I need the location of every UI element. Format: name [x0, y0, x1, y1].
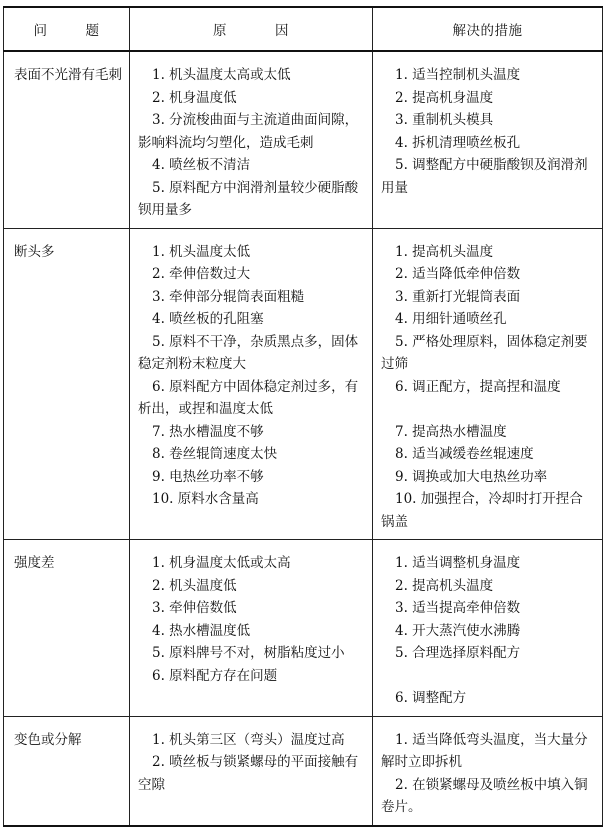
problem-cell: 变色或分解: [4, 716, 130, 826]
solution-cell: [373, 51, 603, 228]
solution-item: 6. 调整配方: [395, 690, 467, 706]
solution-item: 1. 提高机头温度: [395, 243, 494, 260]
table-row: [4, 540, 603, 717]
cause-item: 3. 牵伸部分辊筒表面粗糙: [152, 288, 305, 305]
cause-item: 5. 原料不干净，杂质黑点多，固体稳定剂粉末粒度大: [138, 333, 359, 372]
solution-item: 4. 用细针通喷丝孔: [395, 311, 507, 327]
solution-item: 2. 提高机身温度: [395, 89, 494, 106]
cause-item: 6. 原料配方存在问题: [152, 667, 278, 684]
cause-cell: [130, 228, 373, 540]
cause-item: 6. 原料配方中固体稳定剂过多，有析出，或捏和温度太低: [138, 378, 359, 417]
solution-item: 1. 适当调整机身温度: [395, 555, 521, 571]
table-row: [4, 228, 603, 540]
solution-item: 8. 适当减缓卷丝辊速度: [395, 446, 534, 462]
cause-item: 3. 分流梭曲面与主流道曲面间隙，影响料流均匀塑化，造成毛刺: [138, 112, 359, 151]
cause-item: 10. 原料水含量高: [152, 491, 259, 507]
cause-cell: [130, 540, 373, 717]
cause-item: 1. 机头温度太低: [152, 243, 251, 260]
table-row: [4, 51, 603, 228]
solution-item: 2. 在锁紧螺母及喷丝板中填入铜卷片。: [381, 776, 588, 815]
header-problem: 问 题: [4, 7, 130, 51]
cause-item: 4. 喷丝板的孔阻塞: [152, 311, 264, 327]
solution-item: 7. 提高热水槽温度: [395, 423, 507, 440]
solution-item: 2. 适当降低牵伸倍数: [395, 266, 521, 282]
cause-item: 9. 电热丝功率不够: [152, 468, 264, 485]
troubleshooting-table: [3, 6, 603, 827]
cause-item: 5. 原料牌号不对，树脂粘度过小: [152, 645, 345, 661]
solution-item: 2. 提高机头温度: [395, 577, 494, 594]
solution-item: 6. 调正配方，提高捏和温度: [395, 378, 561, 395]
cause-item: 3. 牵伸倍数低: [152, 600, 237, 616]
cause-item: 1. 机身温度太低或太高: [152, 555, 291, 571]
cause-item: 1. 机头第三区（弯头）温度过高: [152, 731, 345, 748]
blank-line: [381, 398, 596, 421]
cause-cell: [130, 51, 373, 228]
solution-item: 10. 加强捏合，冷却时打开捏合锅盖: [381, 491, 583, 530]
problem-cell: 强度差: [4, 540, 130, 717]
table-row: [4, 716, 603, 826]
cause-item: 2. 机身温度低: [152, 89, 237, 106]
header-solution: 解决的措施: [373, 7, 603, 51]
problem-cell: 断头多: [4, 228, 130, 540]
solution-item: 5. 调整配方中硬脂酸钡及润滑剂用量: [381, 157, 588, 196]
cause-item: 2. 喷丝板与锁紧螺母的平面接触有空隙: [138, 754, 359, 793]
cause-item: 5. 原料配方中润滑剂量较少硬脂酸钡用量多: [138, 179, 359, 218]
cause-item: 4. 热水槽温度低: [152, 622, 251, 639]
solution-item: 5. 合理选择原料配方: [395, 645, 521, 661]
solution-item: 3. 重新打光辊筒表面: [395, 288, 521, 305]
blank-line: [381, 665, 596, 688]
table-header-row: [4, 7, 603, 51]
solution-item: 3. 适当提高牵伸倍数: [395, 600, 521, 616]
solution-cell: [373, 228, 603, 540]
cause-item: 1. 机头温度太高或太低: [152, 67, 291, 83]
solution-item: 5. 严格处理原料，固体稳定剂要过筛: [381, 333, 588, 372]
cause-cell: [130, 716, 373, 826]
cause-item: 8. 卷丝辊筒速度太快: [152, 446, 278, 462]
solution-item: 4. 开大蒸汽使水沸腾: [395, 622, 521, 639]
problem-cell: 表面不光滑有毛刺: [4, 51, 130, 228]
solution-item: 4. 拆机清理喷丝板孔: [395, 134, 521, 151]
solution-item: 1. 适当降低弯头温度，当大量分解时立即拆机: [381, 731, 588, 770]
solution-item: 3. 重制机头模具: [395, 112, 494, 128]
cause-item: 7. 热水槽温度不够: [152, 423, 264, 440]
solution-item: 9. 调换或加大电热丝功率: [395, 468, 548, 485]
cause-item: 2. 机头温度低: [152, 577, 237, 594]
cause-item: 2. 牵伸倍数过大: [152, 266, 251, 282]
header-cause: 原 因: [130, 7, 373, 51]
solution-cell: [373, 540, 603, 717]
cause-item: 4. 喷丝板不清洁: [152, 157, 251, 173]
solution-cell: [373, 716, 603, 826]
solution-item: 1. 适当控制机头温度: [395, 67, 521, 83]
